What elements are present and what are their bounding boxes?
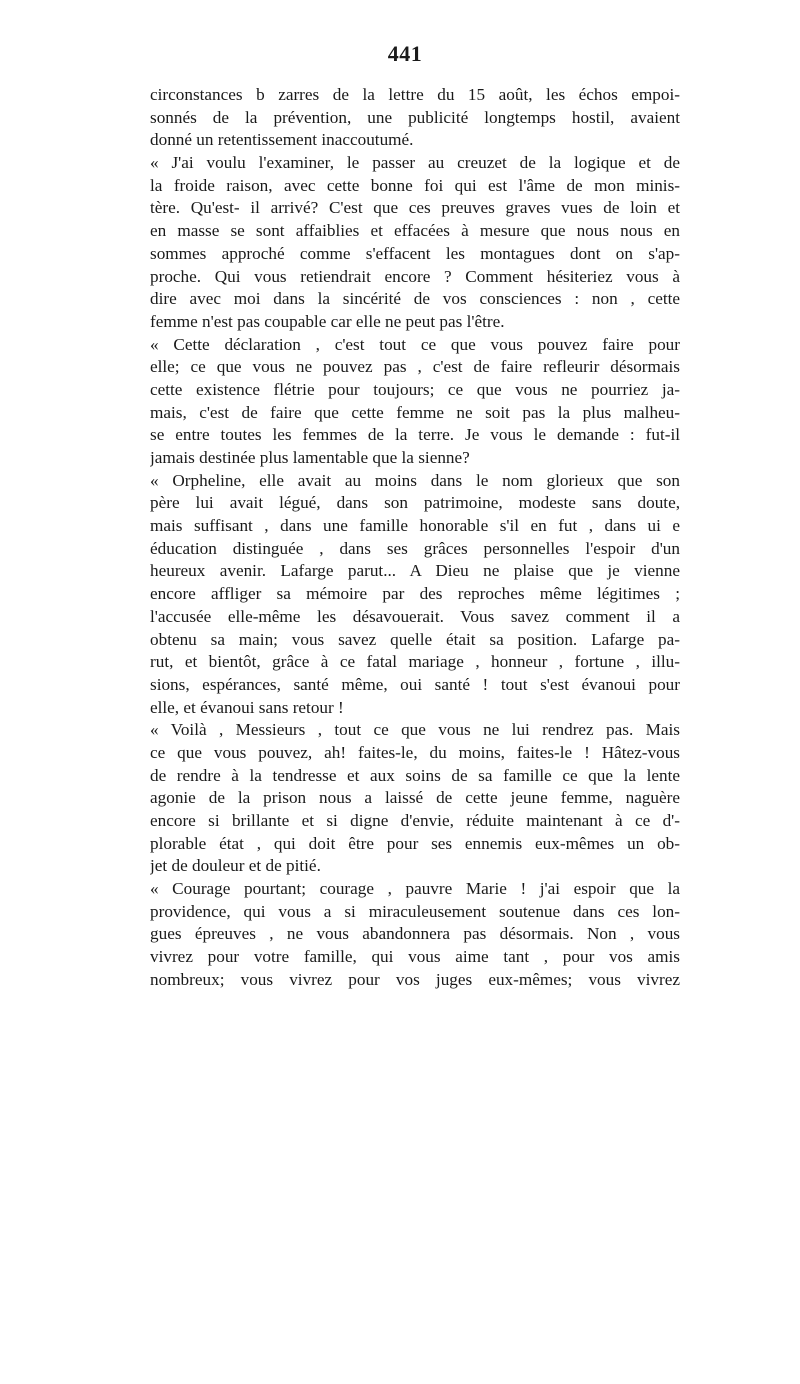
- text-line: en masse se sont affaiblies et effacées à mesure que nous nous en: [150, 221, 680, 241]
- text-line: sonnés de la prévention, une publicité longtemps hostil, avaient: [150, 107, 680, 127]
- text-line: jet de douleur et de pitié.: [150, 856, 321, 876]
- text-line: encore affliger sa mémoire par des reproches même légitimes ;: [150, 584, 680, 604]
- text-line: sommes approché comme s'effacent les montagues dont on s'ap-: [150, 243, 680, 263]
- text-line: vivrez pour votre famille, qui vous aime tant , pour vos amis: [150, 947, 680, 967]
- text-line: dire avec moi dans la sincérité de vos consciences : non , cette: [150, 289, 680, 309]
- page-number: 441: [387, 41, 423, 66]
- text-line: de rendre à la tendresse et aux soins de sa famille ce que la lente: [150, 765, 680, 785]
- text-line: se entre toutes les femmes de la terre. Je vous le demande : fut-il: [150, 425, 680, 445]
- text-line: sions, espérances, santé même, oui santé ! tout s'est évanoui pour: [150, 674, 680, 694]
- text-line: ce que vous pouvez, ah! faites-le, du moins, faites-le ! Hâtez-vous: [150, 742, 680, 762]
- text-line: rut, et bientôt, grâce à ce fatal mariage , honneur , fortune , illu-: [150, 652, 680, 672]
- text-line: encore si brillante et si digne d'envie, réduite maintenant à ce d'-: [150, 811, 680, 830]
- text-line: providence, qui vous a si miraculeusement soutenue dans ces lon-: [150, 901, 680, 921]
- text-line: obtenu sa main; vous savez quelle était sa position. Lafarge pa-: [150, 629, 680, 649]
- text-line: cette existence flétrie pour toujours; ce que vous ne pourriez ja-: [150, 379, 680, 399]
- text-line: donné un retentissement inaccoutumé.: [150, 130, 414, 150]
- text-line: éducation distinguée , dans ses grâces personnelles l'espoir d'un: [150, 538, 680, 558]
- text-line: la froide raison, avec cette bonne foi qui est l'âme de mon minis-: [150, 175, 680, 195]
- text-line: proche. Qui vous retiendrait encore ? Comment hésiteriez vous à: [150, 266, 680, 286]
- body-text: [150, 84, 680, 992]
- text-line: agonie de la prison nous a laissé de cette jeune femme, naguère: [150, 788, 680, 808]
- text-line: circonstances b zarres de la lettre du 15 août, les échos empoi-: [150, 85, 680, 104]
- text-line: « J'ai voulu l'examiner, le passer au creuzet de la logique et de: [150, 153, 680, 173]
- text-line: l'accusée elle-même les désavouerait. Vous savez comment il a: [150, 606, 680, 626]
- text-line: gues épreuves , ne vous abandonnera pas désormais. Non , vous: [150, 924, 680, 944]
- text-line: « Voilà , Messieurs , tout ce que vous ne lui rendrez pas. Mais: [150, 720, 680, 740]
- text-line: femme n'est pas coupable car elle ne peut pas l'être.: [150, 311, 505, 331]
- text-line: elle, et évanoui sans retour !: [150, 697, 344, 717]
- text-line: nombreux; vous vivrez pour vos juges eux-mêmes; vous vivrez: [150, 969, 680, 989]
- text-line: « Cette déclaration , c'est tout ce que vous pouvez faire pour: [150, 334, 680, 354]
- text-line: jamais destinée plus lamentable que la sienne?: [150, 448, 470, 467]
- text-line: « Orpheline, elle avait au moins dans le nom glorieux que son: [150, 470, 680, 490]
- text-line: heureux avenir. Lafarge parut... A Dieu ne plaise que je vienne: [150, 561, 680, 581]
- text-line: mais suffisant , dans une famille honorable s'il en fut , dans ui e: [150, 516, 680, 536]
- text-line: « Courage pourtant; courage , pauvre Marie ! j'ai espoir que la: [150, 879, 680, 899]
- text-line: plorable état , qui doit être pour ses ennemis eux-mêmes un ob-: [150, 833, 680, 853]
- text-line: tère. Qu'est- il arrivé? C'est que ces preuves graves vues de loin et: [150, 198, 680, 218]
- text-line: mais, c'est de faire que cette femme ne soit pas la plus malheu-: [150, 402, 680, 422]
- text-line: elle; ce que vous ne pouvez pas , c'est de faire refleurir désormais: [150, 357, 680, 377]
- text-line: père lui avait légué, dans son patrimoine, modeste sans doute,: [150, 493, 680, 513]
